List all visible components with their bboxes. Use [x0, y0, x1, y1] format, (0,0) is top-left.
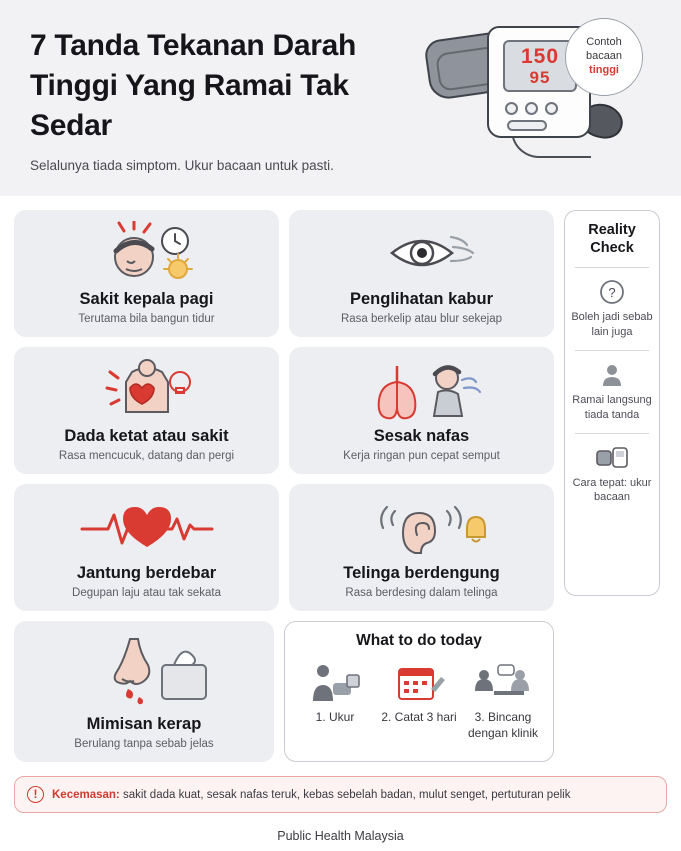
card-title: Sakit kepala pagi [79, 290, 214, 308]
person-icon [571, 361, 653, 389]
nosebleed-icon [22, 631, 266, 711]
todo-step [461, 660, 545, 741]
sidebar-item-text: Ramai langsung tiada tanda [572, 393, 652, 421]
card-title: Jantung berdebar [76, 564, 217, 582]
callout-line-2: bacaan [585, 50, 623, 63]
symptom-card-chest-pain [14, 347, 279, 474]
divider [575, 433, 649, 434]
warning-icon: ! [27, 786, 44, 803]
alert-text [52, 789, 570, 801]
card-subtitle: Degupan laju atau tak sekata [72, 587, 221, 599]
card-subtitle: Berulang tanpa sebab jelas [74, 738, 214, 750]
bp-monitor-icon [571, 444, 653, 472]
card-title: Dada ketat atau sakit [64, 427, 229, 445]
measure-arm-icon [293, 660, 377, 706]
sidebar-item-text: Cara tepat: ukur bacaan [572, 476, 652, 504]
question-mark-icon [571, 278, 653, 306]
blurred-eye-icon [297, 220, 546, 286]
todo-step [293, 660, 377, 741]
monitor-buttons [505, 102, 558, 115]
symptom-card-headache [14, 210, 279, 337]
card-title: Mimisan kerap [86, 715, 202, 733]
callout-bubble [565, 18, 643, 96]
card-subtitle: Terutama bila bangun tidur [78, 313, 215, 325]
todo-label: 1. Ukur [315, 710, 355, 724]
card-title: Sesak nafas [373, 427, 470, 445]
card-subtitle: Rasa berdesing dalam telinga [345, 587, 498, 599]
callout-line-1: Contoh [586, 36, 622, 49]
svg-text:?: ? [608, 285, 616, 301]
shortness-of-breath-icon [297, 357, 546, 423]
header [0, 0, 681, 196]
card-title: Telinga berdengung [343, 564, 500, 582]
callout-line-3: tinggi [589, 63, 619, 76]
divider [575, 267, 649, 268]
symptom-cards [14, 210, 554, 772]
alert-body: sakit dada kuat, sesak nafas teruk, kebas sebelah badan, mulut senget, pertuturan pelik [119, 788, 571, 801]
divider [575, 350, 649, 351]
what-to-do-panel [284, 621, 554, 762]
todo-label: 2. Catat 3 hari [381, 710, 457, 724]
card-row [14, 210, 554, 337]
alert-label: Kecemasan: [52, 788, 120, 801]
emergency-alert [14, 776, 667, 813]
symptom-card-nosebleed [14, 621, 274, 762]
card-row [14, 621, 554, 762]
footer-text: Public Health Malaysia [277, 829, 404, 843]
body [0, 196, 681, 772]
todo-steps [293, 660, 545, 741]
chest-pain-icon [22, 357, 271, 423]
symptom-card-blurred-vision [289, 210, 554, 337]
card-row [14, 347, 554, 474]
calendar-icon [377, 660, 461, 706]
ear-ringing-icon [297, 494, 546, 560]
systolic-reading: 150 [520, 45, 560, 68]
card-subtitle: Kerja ringan pun cepat semput [343, 450, 500, 462]
diastolic-reading: 95 [529, 68, 551, 87]
heartbeat-icon [22, 494, 271, 560]
blood-pressure-monitor-illustration [425, 18, 645, 178]
page-subtitle: Selalunya tiada simptom. Ukur bacaan untuk pasti. [30, 157, 334, 173]
headache-icon [22, 220, 271, 286]
todo-title: What to do today [356, 632, 482, 649]
reality-check-panel [564, 210, 660, 596]
symptom-card-tinnitus [289, 484, 554, 611]
card-subtitle: Rasa mencucuk, datang dan pergi [58, 450, 235, 462]
card-subtitle: Rasa berkelip atau blur sekejap [340, 313, 503, 325]
todo-label: 3. Bincang dengan klinik [467, 710, 539, 740]
symptom-card-shortness-of-breath [289, 347, 554, 474]
symptom-card-palpitations [14, 484, 279, 611]
card-title: Penglihatan kabur [349, 290, 494, 308]
consult-icon [461, 660, 545, 706]
card-row [14, 484, 554, 611]
todo-step [377, 660, 461, 741]
page-title: 7 Tanda Tekanan Darah Tinggi Yang Ramai Tak Sedar [30, 29, 357, 142]
monitor-start-button [507, 120, 547, 131]
sidebar-title: Reality Check [588, 222, 636, 257]
sidebar-item-text: Boleh jadi sebab lain juga [571, 311, 653, 339]
